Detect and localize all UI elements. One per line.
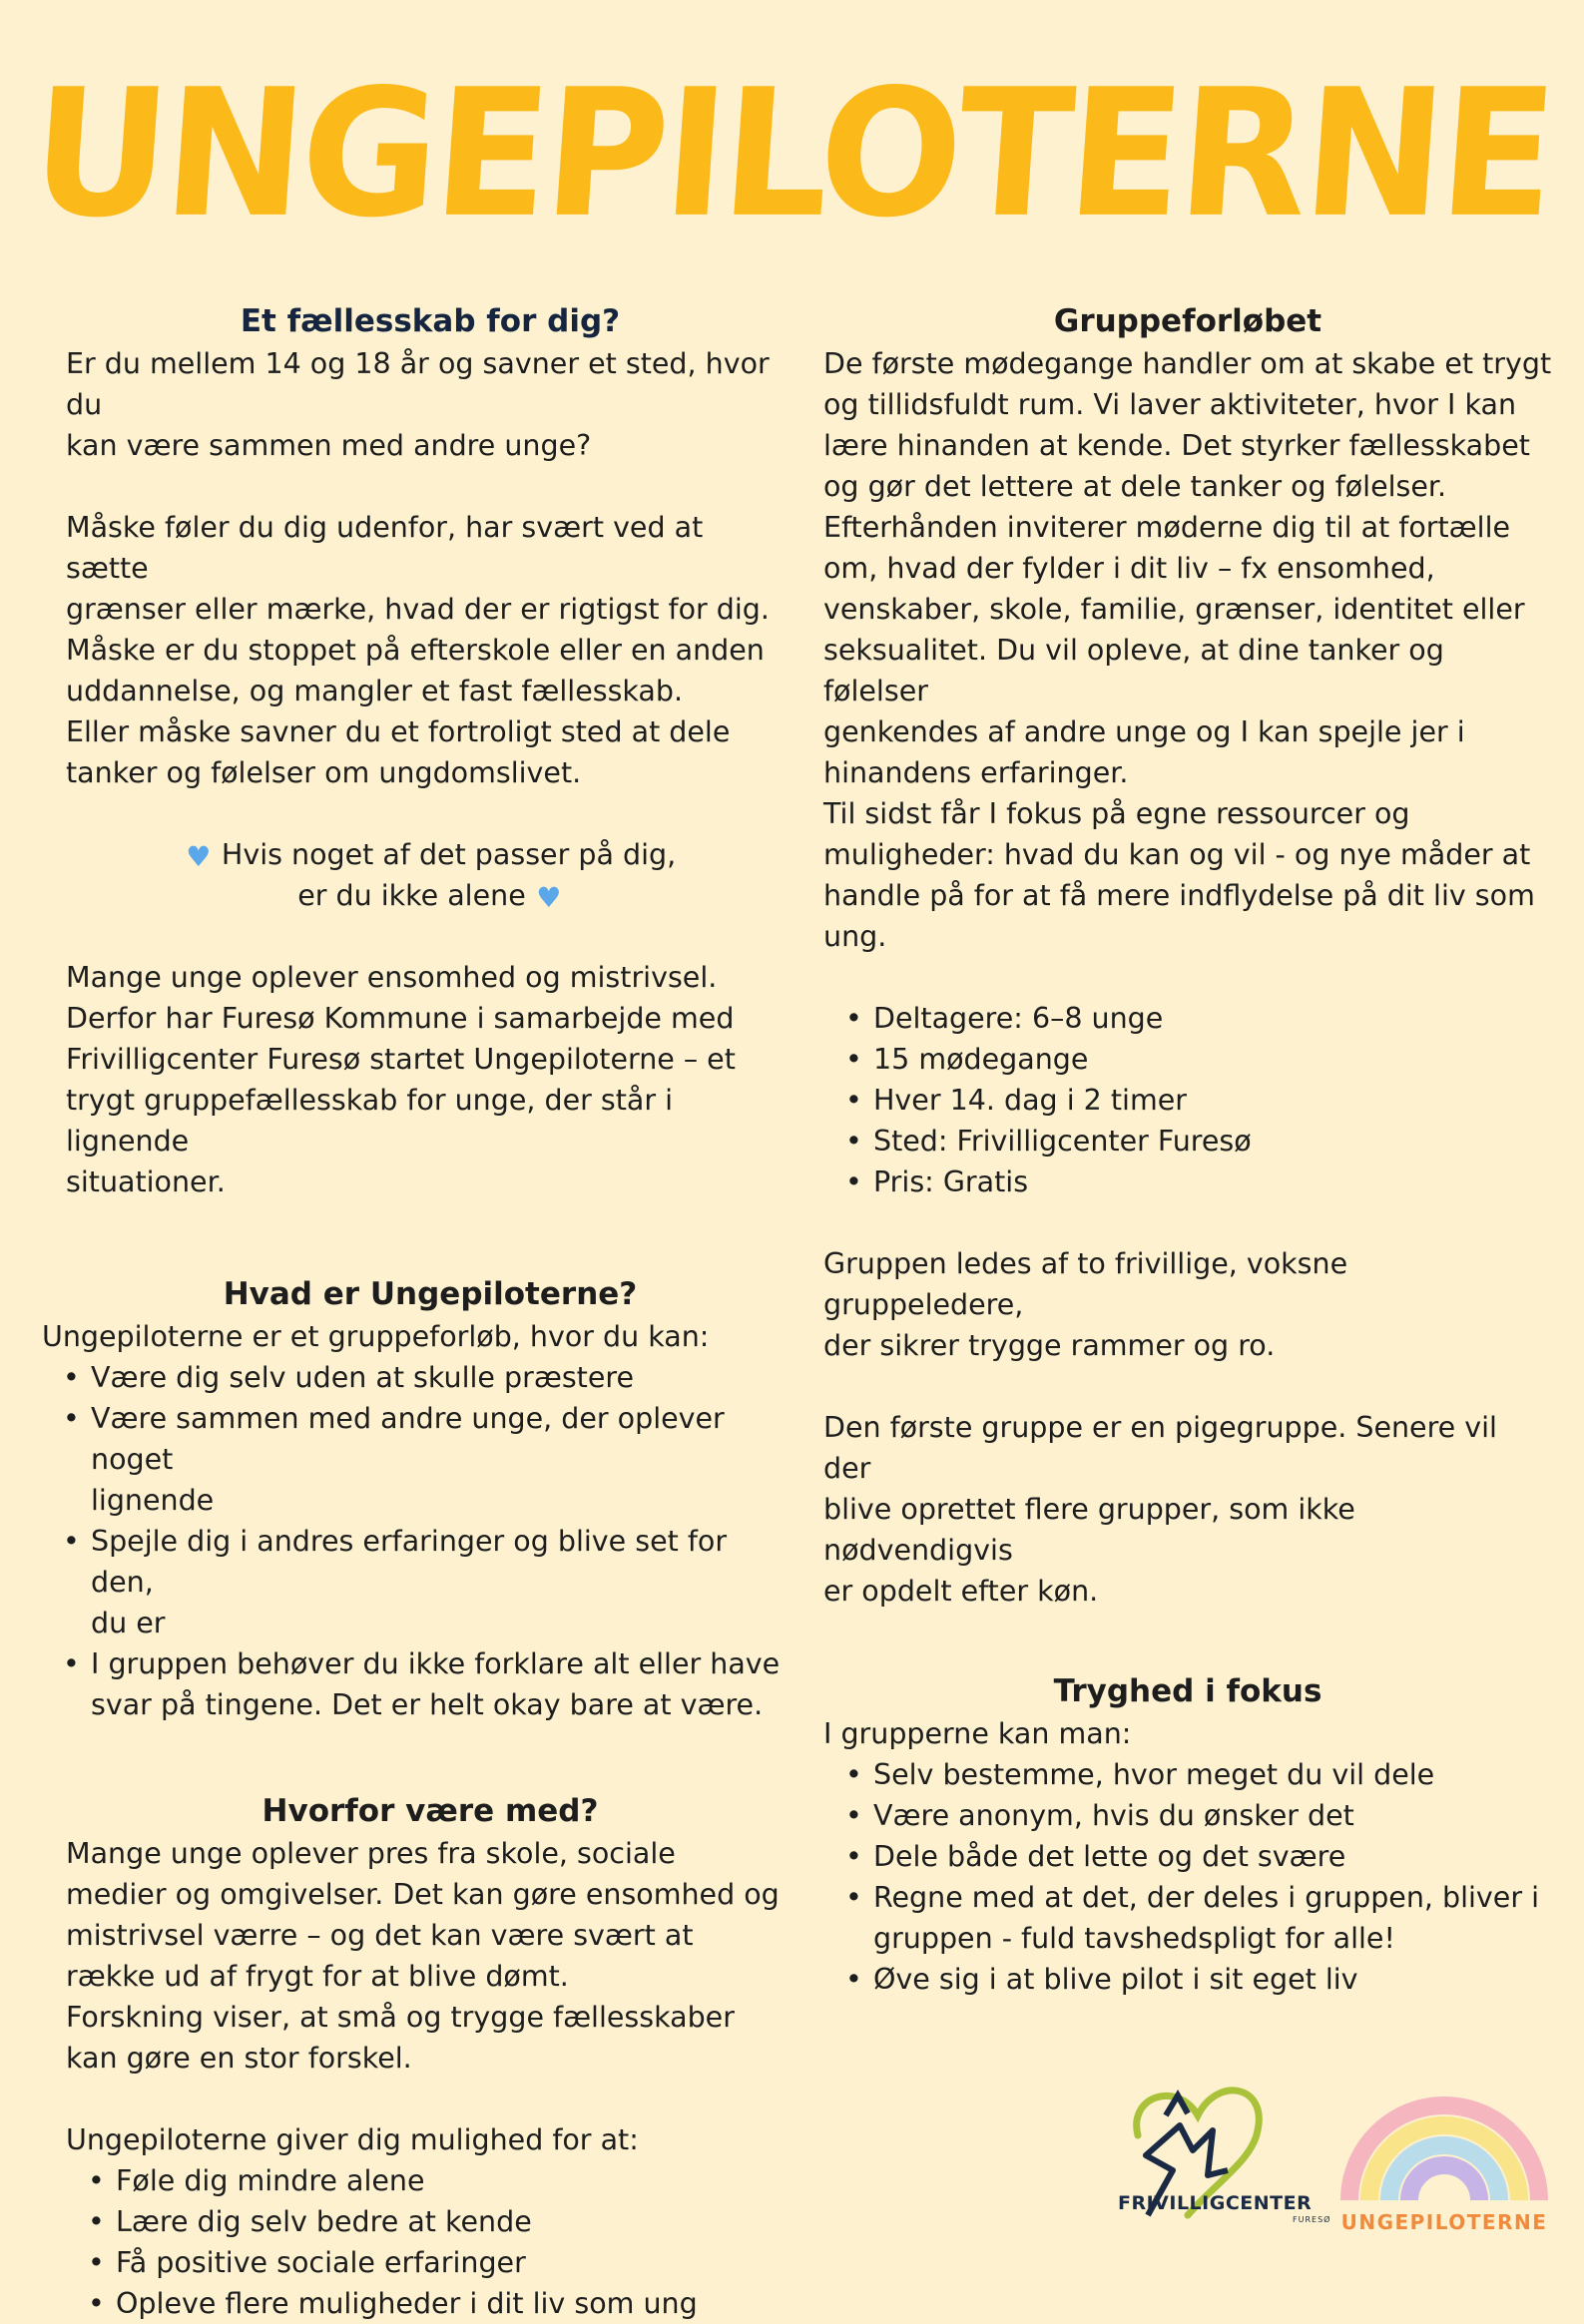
list-item: • Dele både det lette og det svære xyxy=(873,1836,1552,1877)
text-line: er opdelt efter køn. xyxy=(823,1575,1099,1608)
list-item: • Spejle dig i andres erfaringer og blive set for den, du er xyxy=(91,1521,794,1643)
right-column xyxy=(823,299,1552,2000)
blue-heart-icon: ♥ xyxy=(536,881,562,914)
text-line: mistrivsel værre – og det kan være svært at xyxy=(66,1919,694,1952)
text-line: Gruppen ledes af to frivillige, voksne gruppeledere, xyxy=(823,1247,1348,1321)
text-line: og tillidsfuldt rum. Vi laver aktiviteter, hvor I kan xyxy=(823,388,1517,421)
list-item: • Hver 14. dag i 2 timer xyxy=(873,1080,1552,1121)
heading-tryghed: Tryghed i fokus xyxy=(1053,1673,1322,1709)
list-item: • Sted: Frivilligcenter Furesø xyxy=(873,1121,1552,1162)
logos-area xyxy=(1108,2076,1567,2235)
list-item: • Pris: Gratis xyxy=(873,1162,1552,1202)
text-line: Derfor har Furesø Kommune i samarbejde med xyxy=(66,1002,735,1035)
list-item: • Deltagere: 6–8 unge xyxy=(873,998,1552,1039)
text-line: Måske føler du dig udenfor, har svært ved at sætte xyxy=(66,511,704,585)
list-intro: Ungepiloterne er et gruppeforløb, hvor du kan: xyxy=(42,1320,710,1353)
bullet-list-tryghed xyxy=(873,1754,1552,2000)
text-line: trygt gruppefællesskab for unge, der står i lignende xyxy=(66,1084,674,1158)
text-line: blive oprettet flere grupper, som ikke nødvendigvis xyxy=(823,1493,1355,1567)
text-line: om, hvad der fylder i dit liv – fx ensomhed, xyxy=(823,552,1435,585)
text-line: lære hinanden at kende. Det styrker fællesskabet xyxy=(823,429,1530,462)
text-line: Mange unge oplever ensomhed og mistrivsel. xyxy=(66,961,718,994)
highlight-line: er du ikke alene ♥ xyxy=(297,879,562,914)
list-item: • 15 mødegange xyxy=(873,1039,1552,1080)
list-item: • Opleve flere muligheder i dit liv som ung xyxy=(116,2283,794,2324)
text-line: muligheder: hvad du kan og vil - og nye måder at xyxy=(823,838,1531,871)
list-item: • Føle dig mindre alene xyxy=(116,2160,794,2201)
list-item: • Regne med at det, der deles i gruppen, bliver i gruppen - fuld tavshedspligt for alle! xyxy=(873,1877,1552,1959)
text-line: uddannelse, og mangler et fast fællesskab. xyxy=(66,675,684,707)
list-intro: Ungepiloterne giver dig mulighed for at: xyxy=(66,2123,639,2156)
text-line: seksualitet. Du vil opleve, at dine tanker og følelser xyxy=(823,634,1444,707)
text-line: Efterhånden inviterer møderne dig til at fortælle xyxy=(823,511,1511,544)
frivilligcenter-name: FRIVILLIGCENTER xyxy=(1118,2192,1313,2214)
heading-gruppeforloebet: Gruppeforløbet xyxy=(1053,303,1322,339)
list-item: • Lære dig selv bedre at kende xyxy=(116,2201,794,2242)
heading-hvad-er: Hvad er Ungepiloterne? xyxy=(223,1276,638,1312)
bullet-list-facts xyxy=(873,998,1552,1202)
poster-title: UNGEPILOTERNE xyxy=(25,51,1559,256)
list-item: • Få positive sociale erfaringer xyxy=(116,2242,794,2283)
text-line: handle på for at få mere indflydelse på dit liv som xyxy=(823,879,1535,912)
text-line: der sikrer trygge rammer og ro. xyxy=(823,1329,1276,1362)
text-line: Frivilligcenter Furesø startet Ungepiloterne – et xyxy=(66,1043,736,1076)
intro-line: kan være sammen med andre unge? xyxy=(66,429,592,462)
text-line: ung. xyxy=(823,920,887,953)
text-line: Forskning viser, at små og trygge fællesskaber xyxy=(66,2001,735,2034)
text-line: kan gøre en stor forskel. xyxy=(66,2042,412,2075)
text-line: venskaber, skole, familie, grænser, identitet eller xyxy=(823,593,1525,626)
text-line: hinandens erfaringer. xyxy=(823,756,1129,789)
text-line: Måske er du stoppet på efterskole eller en anden xyxy=(66,634,765,667)
text-line: Til sidst får I fokus på egne ressourcer og xyxy=(823,797,1410,830)
list-item: • Være sammen med andre unge, der oplever noget lignende xyxy=(91,1398,794,1521)
text-line: grænser eller mærke, hvad der er rigtigst for dig. xyxy=(66,593,770,626)
list-item: • I gruppen behøver du ikke forklare alt eller have svar på tingene. Det er helt okay bare at være. xyxy=(91,1643,794,1725)
bullet-list-hvad xyxy=(91,1357,794,1725)
heading-hvorfor: Hvorfor være med? xyxy=(262,1793,599,1829)
list-item: • Selv bestemme, hvor meget du vil dele xyxy=(873,1754,1552,1795)
left-column xyxy=(42,299,794,2324)
text-line: genkendes af andre unge og I kan spejle jer i xyxy=(823,715,1465,748)
bullet-list-hvorfor xyxy=(116,2160,794,2324)
text-line: situationer. xyxy=(66,1165,226,1198)
text-line: række ud af frygt for at blive dømt. xyxy=(66,1960,569,1993)
list-item: • Være dig selv uden at skulle præstere xyxy=(91,1357,794,1398)
list-item: • Øve sig i at blive pilot i sit eget liv xyxy=(873,1959,1552,2000)
text-line: Mange unge oplever pres fra skole, sociale xyxy=(66,1837,676,1870)
text-line: tanker og følelser om ungdomslivet. xyxy=(66,756,582,789)
ungepiloterne-logo-text: UNGEPILOTERNE xyxy=(1340,2210,1548,2234)
text-line: og gør det lettere at dele tanker og følelser. xyxy=(823,470,1447,503)
text-line: medier og omgivelser. Det kan gøre ensomhed og xyxy=(66,1878,780,1911)
text-line: Eller måske savner du et fortroligt sted at dele xyxy=(66,715,731,748)
intro-line: Er du mellem 14 og 18 år og savner et sted, hvor du xyxy=(66,347,770,421)
list-intro: I grupperne kan man: xyxy=(823,1717,1132,1750)
heading-faellesskab: Et fællesskab for dig? xyxy=(240,303,621,339)
frivilligcenter-sub: FURESØ xyxy=(1293,2215,1331,2224)
rainbow-logo-icon xyxy=(1339,2076,1549,2205)
highlight-line: ♥ Hvis noget af det passer på dig, xyxy=(186,838,677,873)
blue-heart-icon: ♥ xyxy=(186,840,212,873)
text-line: De første mødegange handler om at skabe et trygt xyxy=(823,347,1552,380)
text-line: Den første gruppe er en pigegruppe. Senere vil der xyxy=(823,1411,1497,1485)
list-item: • Være anonym, hvis du ønsker det xyxy=(873,1795,1552,1836)
